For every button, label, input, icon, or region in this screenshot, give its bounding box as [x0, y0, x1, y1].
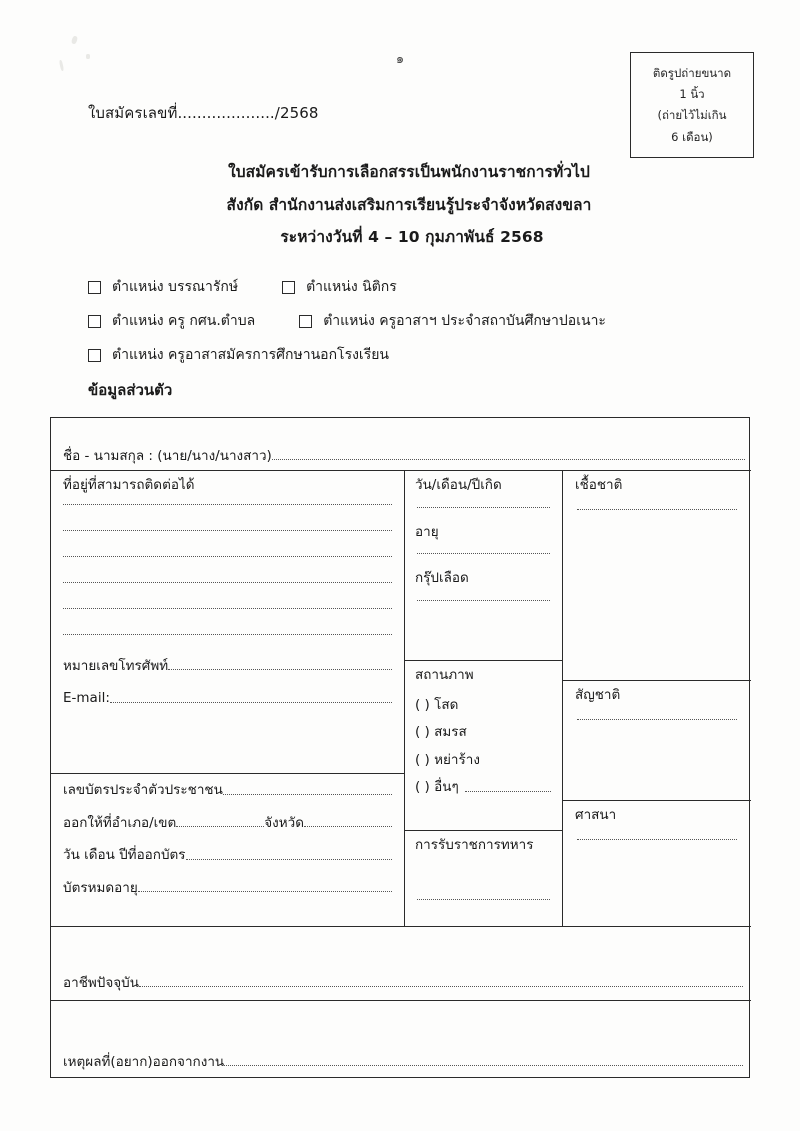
fullname-label: ชื่อ - นามสกุล : (นาย/นาง/นางสาว)	[63, 447, 272, 464]
address-contact-cell	[51, 471, 404, 774]
checkbox-label: ตำแหน่ง บรรณารักษ์	[112, 279, 239, 295]
right-column	[563, 471, 751, 926]
expiry-date-input-line[interactable]	[138, 891, 392, 892]
marital-status-label: สถานภาพ	[415, 667, 474, 683]
fullname-row[interactable]	[51, 418, 751, 471]
reason-leaving-input-line[interactable]	[224, 1065, 743, 1066]
religion-input-line[interactable]	[577, 839, 737, 840]
issued-province-input-line[interactable]	[304, 826, 392, 827]
marital-option-label: ( ) สมรส	[415, 724, 467, 740]
blood-group-input-line[interactable]	[417, 600, 550, 601]
checkbox-icon[interactable]	[88, 315, 101, 328]
marital-option-label: ( ) โสด	[415, 696, 459, 713]
marital-option-married[interactable]	[415, 726, 552, 740]
issued-at-label: ออกให้ที่อำเภอ/เขต	[63, 814, 177, 831]
photo-attachment-box	[630, 52, 754, 158]
checkbox-item-volunteer-teacher[interactable]	[88, 344, 389, 366]
checkbox-label: ตำแหน่ง นิติกร	[306, 279, 397, 295]
religion-cell	[563, 801, 751, 926]
ethnicity-label: เชื้อชาติ	[575, 477, 623, 493]
current-occupation-input-line[interactable]	[139, 986, 743, 987]
military-service-cell	[405, 831, 562, 926]
address-input-line[interactable]	[63, 582, 392, 583]
checkbox-label: ตำแหน่ง ครู กศน.ตำบล	[112, 313, 256, 329]
application-number-field: ใบสมัครเลขที่..................../2568	[88, 104, 319, 122]
marital-option-divorced[interactable]	[415, 751, 552, 768]
current-occupation-row[interactable]	[51, 926, 751, 1001]
address-input-line[interactable]	[63, 634, 392, 635]
checkbox-icon[interactable]	[282, 281, 295, 294]
marital-status-cell	[405, 661, 562, 831]
checkbox-icon[interactable]	[88, 349, 101, 362]
reason-leaving-row[interactable]	[51, 1001, 751, 1079]
phone-row[interactable]	[63, 657, 392, 674]
issue-date-input-line[interactable]	[186, 859, 392, 860]
blood-group-label: กรุ๊ปเลือด	[415, 570, 469, 586]
checkbox-row-2	[88, 310, 728, 332]
address-input-line[interactable]	[63, 556, 392, 557]
title-line-3: ระหว่างวันที่ 4 – 10 กุมภาพันธ์ 2568	[280, 228, 544, 246]
document-title	[0, 165, 800, 263]
id-card-label: เลขบัตรประจำตัวประชาชน	[63, 782, 223, 798]
issued-at-input-line[interactable]	[176, 826, 264, 827]
marital-other-input-line[interactable]	[465, 791, 551, 792]
ethnicity-input-line[interactable]	[577, 509, 737, 510]
checkbox-icon[interactable]	[299, 315, 312, 328]
section-heading-personal-info: ข้อมูลส่วนตัว	[88, 381, 173, 399]
email-row[interactable]	[63, 692, 392, 706]
address-input-line[interactable]	[63, 608, 392, 609]
military-service-label: การรับราชการทหาร	[415, 837, 534, 853]
checkbox-item-pondok-teacher[interactable]	[299, 310, 606, 332]
issue-date-label: วัน เดือน ปีที่ออกบัตร	[63, 847, 186, 863]
middle-column	[405, 471, 563, 926]
checkbox-item-tambon-teacher[interactable]	[88, 310, 255, 332]
photo-box-line-3: (ถ่ายไว้ไม่เกิน	[657, 108, 727, 123]
phone-input-line[interactable]	[168, 669, 392, 670]
scan-artifact	[71, 35, 78, 44]
marital-option-other[interactable]	[415, 781, 552, 795]
checkbox-row-1	[88, 276, 728, 298]
age-label: อายุ	[415, 523, 439, 540]
nationality-cell	[563, 681, 751, 801]
id-card-input-line[interactable]	[223, 794, 392, 795]
id-card-cell	[51, 774, 404, 926]
phone-label: หมายเลขโทรศัพท์	[63, 657, 169, 674]
email-label: E-mail:	[63, 690, 110, 706]
checkbox-icon[interactable]	[88, 281, 101, 294]
nationality-input-line[interactable]	[577, 719, 737, 720]
fullname-input-line[interactable]	[272, 459, 745, 460]
military-service-input-line[interactable]	[417, 899, 550, 900]
marital-option-label: ( ) อื่นๆ	[415, 779, 459, 795]
address-input-line[interactable]	[63, 504, 392, 505]
birthdate-input-line[interactable]	[417, 507, 550, 508]
photo-box-line-4: 6 เดือน)	[671, 129, 713, 144]
checkbox-item-librarian[interactable]	[88, 276, 238, 298]
title-line-1: ใบสมัครเข้ารับการเลือกสรรเป็นพนักงานราชการทั่วไป	[228, 163, 590, 181]
nationality-label: สัญชาติ	[575, 687, 621, 703]
marital-option-label: ( ) หย่าร้าง	[415, 751, 480, 768]
birthdate-label: วัน/เดือน/ปีเกิด	[415, 477, 502, 493]
issue-date-row[interactable]	[63, 849, 392, 863]
photo-box-line-2: 1 นิ้ว	[679, 87, 705, 102]
age-input-line[interactable]	[417, 553, 550, 554]
personal-info-table	[50, 417, 750, 1078]
reason-leaving-label: เหตุผลที่(อยาก)ออกจากงาน	[63, 1053, 225, 1070]
email-input-line[interactable]	[110, 702, 392, 703]
expiry-date-row[interactable]	[63, 879, 392, 896]
table-middle-band	[51, 471, 751, 926]
issued-province-label: จังหวัด	[264, 814, 304, 831]
page-number: ๑	[395, 52, 405, 67]
checkbox-label: ตำแหน่ง ครูอาสาสมัครการศึกษานอกโรงเรียน	[112, 347, 389, 363]
checkbox-row-3	[88, 344, 728, 366]
checkbox-label: ตำแหน่ง ครูอาสาฯ ประจำสถาบันศึกษาปอเนาะ	[323, 313, 606, 329]
birth-age-blood-cell	[405, 471, 562, 661]
address-input-line[interactable]	[63, 530, 392, 531]
marital-option-single[interactable]	[415, 696, 552, 713]
checkbox-item-legal-officer[interactable]	[282, 276, 397, 298]
expiry-date-label: บัตรหมดอายุ	[63, 879, 138, 896]
religion-label: ศาสนา	[575, 807, 617, 823]
current-occupation-label: อาชีพปัจจุบัน	[63, 974, 139, 991]
address-label: ที่อยู่ที่สามารถติดต่อได้	[63, 477, 195, 493]
left-column	[51, 471, 405, 926]
photo-box-line-1: ติดรูปถ่ายขนาด	[652, 65, 732, 80]
position-checkbox-group	[88, 276, 728, 378]
id-card-row[interactable]	[63, 784, 392, 798]
ethnicity-cell	[563, 471, 751, 681]
title-line-2: สังกัด สำนักงานส่งเสริมการเรียนรู้ประจำจังหวัดสงขลา	[226, 195, 592, 214]
issued-at-row[interactable]	[63, 814, 392, 831]
